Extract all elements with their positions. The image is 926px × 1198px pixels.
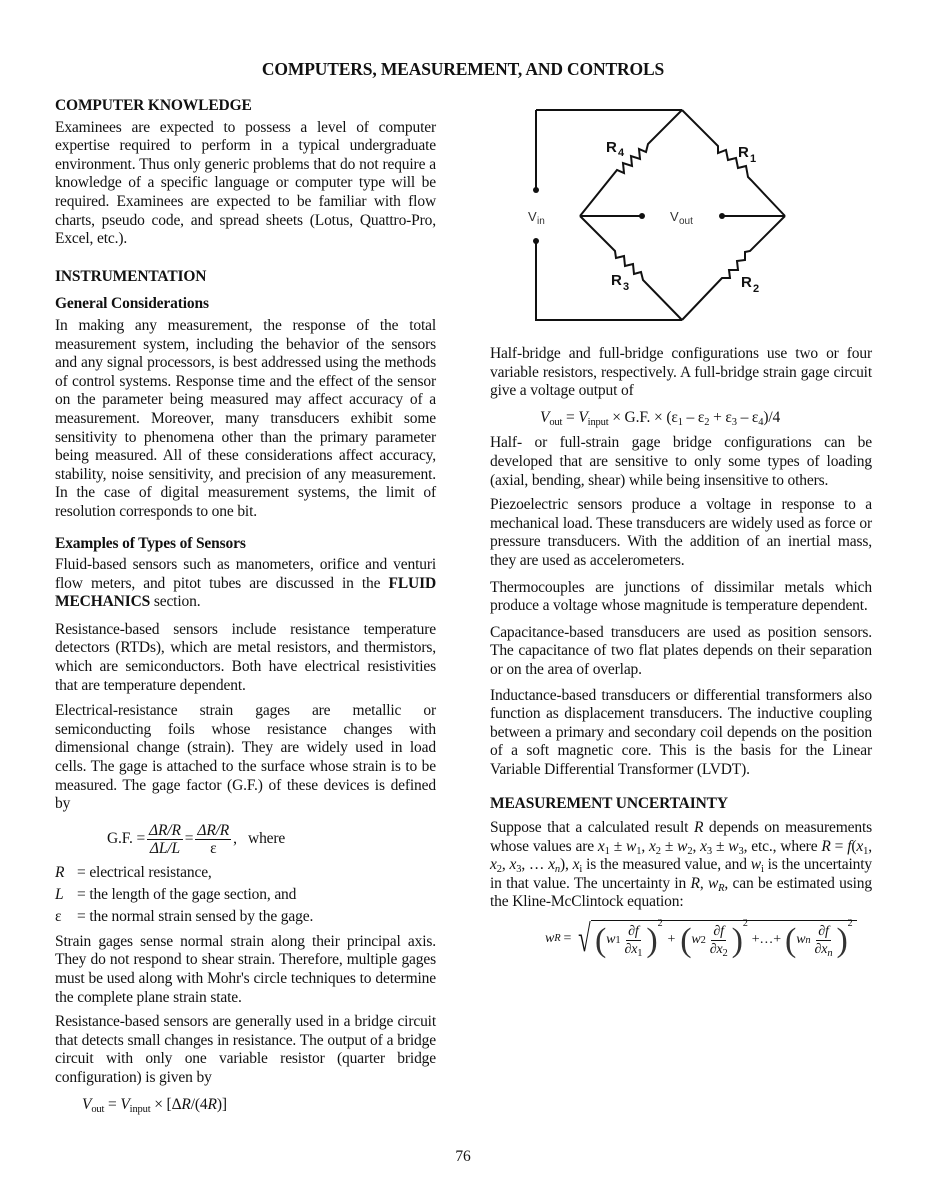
eq-dx-sub: 2 [722,948,728,960]
text-run: V [578,408,588,426]
eq-dx-sub: 1 [637,948,643,960]
page-title: COMPUTERS, MEASUREMENT, AND CONTROLS [261,59,665,79]
gf-where: , where [233,829,286,847]
paragraph-fluid-sensors [55,556,436,612]
label-vin: V [528,209,537,224]
gf-denominator-2: ε [210,839,217,857]
gf-lhs: G.F. = [107,829,146,847]
label-vin-sub: in [537,216,545,227]
text-run: /(4 [190,1095,208,1113]
eq-lhs: w [545,930,555,946]
gage-factor-formula [107,822,436,857]
text-run: depends on measurements whose values are [490,819,872,855]
eq-dx: ∂x [624,942,638,958]
text-run: , can be estimated using the Kline-McClintock equation: [490,874,872,911]
heading-instrumentation: INSTRUMENTATION [55,267,207,285]
paragraph-thermocouples: Thermocouples are junctions of dissimilar metals which produce a voltage whose magnitude is temperature dependent. [490,578,872,615]
text-run: w [750,856,761,874]
definition-text: = electrical resistance, [77,863,212,881]
text-run: ± [609,837,627,855]
eq-square: 2 [847,918,853,930]
text-run: 1 [636,845,642,857]
text-run: R [181,1095,191,1113]
text-run: , [699,874,708,892]
text-run: x [649,837,656,855]
text-run: FLUID MECHANICS [55,574,436,611]
text-run: 1 [863,845,869,857]
radical-sign: √ [578,918,591,961]
heading-general-considerations: General Considerations [55,295,209,313]
eq-square: 2 [657,918,663,930]
paragraph-resistance-sensors: Resistance-based sensors include resistance temperature detectors (RTDs), which are metal resistors, and thermistors, which are semiconductors. Both have electrical resistivities that are temperature dependent. [55,620,436,694]
text-run: V [82,1095,92,1113]
eq-w2: w [691,932,701,948]
text-run: x [700,837,707,855]
right-column [490,100,872,961]
heading-computer-knowledge: COMPUTER KNOWLEDGE [55,97,252,114]
text-run: V [120,1095,130,1113]
text-run: = [830,837,848,855]
text-run: ( [851,837,857,855]
label-r1-sub: 1 [750,153,757,165]
paragraph-strain-gages: Electrical-resistance strain gages are metallic or semiconducting foils whose resistance changes with dimensional change (strain). They are widely used in load cells. The gage is attached to the surface whose strain is to be measured. The gage factor (G.F.) of these devices is defined by [55,702,436,813]
text-run: 2 [655,845,661,857]
kline-mcclintock-equation: w R = √ ( w 1 ∂f $\partial x_1$ ) 2 + ( w 2 ∂f $\partial x_2$ ) 2 +…+ ( w n ∂f $\partial x_n$ ) 2 [545,920,872,958]
text-run: 3 [516,864,522,876]
text-run: out [91,1103,105,1115]
gf-fraction-2 [195,822,231,857]
resistor-r4 [580,110,682,216]
text-run: input [587,416,609,428]
wheatstone-bridge-diagram [500,100,800,330]
text-run: – ε [682,408,705,426]
eq-w1: w [606,932,616,948]
label-r2-sub: 2 [753,283,760,295]
text-run: input [129,1103,151,1115]
resistor-r3 [580,216,682,320]
text-run: )] [216,1095,227,1113]
text-run: R [690,874,700,892]
text-run: f [847,837,852,855]
paragraph-piezoelectric: Piezoelectric sensors produce a voltage in response to a mechanical load. These transducers are widely used as force or pressure transducers. With the addition of an inertial mass, they are used as accelerometers. [490,496,872,569]
gf-equals: = [184,829,194,847]
text-run: )/4 [763,408,781,426]
text-run: , … [521,856,549,874]
definition-item [55,906,436,928]
left-column [55,97,436,1114]
gf-numerator-2: ΔR/R [197,821,230,839]
text-run: w [626,837,637,855]
heading-measurement-uncertainty: MEASUREMENT UNCERTAINTY [490,795,728,813]
text-run: = [562,408,579,426]
text-run: 3 [731,416,737,428]
text-run: w [728,837,739,855]
text-run: ± [712,837,729,855]
eq-df: ∂f [818,924,829,940]
text-run: V [540,408,550,426]
text-run: 4 [758,416,764,428]
text-run: x [856,837,864,855]
text-run: x [548,856,555,874]
text-run: i [760,864,764,876]
label-r4-sub: 4 [618,147,625,159]
gf-denominator-1: ΔL/L [149,839,180,857]
label-r1: R [738,144,749,161]
paragraph-inductance: Inductance-based transducers or differential transformers also function as displacement transducers. The inductive coupling between a primary and secondary coil depends on the position of a soft magnetic core. This is the basis for the Linear Variable Differential Transformer (LVDT). [490,686,872,778]
eq-df: ∂f [628,924,639,940]
text-run: R [693,819,704,837]
text-run: , [692,837,701,855]
eq-plus: + [667,932,676,948]
text-run: , etc., where [743,837,822,855]
text-run: , [868,837,872,855]
text-run: x [490,856,497,874]
resistor-r2 [682,216,785,320]
definition-item [55,884,436,906]
definition-symbol: R [55,863,65,881]
text-run: 1 [604,845,610,857]
label-r3-sub: 3 [623,281,630,293]
definitions-list [55,862,436,928]
text-run: i [579,864,583,876]
paragraph-bridge: Resistance-based sensors are generally used in a bridge circuit that detects small changes in resistance. The output of a bridge circuit with only one variable resistor (quarter bridge configuration) is given by [55,1013,436,1086]
text-run: section. [150,593,201,611]
page-number: 76 [455,1148,471,1165]
eq-dx: ∂x [814,942,828,958]
eq-dx: ∂x [709,942,723,958]
text-run: + ε [709,408,732,426]
text-run: Suppose that a calculated result [490,819,694,837]
text-run: 1 [677,416,683,428]
paragraph-capacitance: Capacitance-based transducers are used as position sensors. The capacitance of two flat plates depends on their separation or on the area of overlap. [490,623,872,678]
quarter-bridge-formula [82,1096,436,1115]
text-run: is the measured value, and [582,856,751,874]
text-run: 3 [738,845,744,857]
text-run: w [677,837,688,855]
resistor-r1 [682,110,785,216]
paragraph-mohr: Strain gages sense normal strain along their principal axis. They do not respond to shear strain. Therefore, multiple gages must be used along with Mohr's circle techniques to determine the complete plane strain state. [55,932,436,1006]
paragraph-general-considerations: In making any measurement, the response of the total measurement system, including the behavior of the sensors and any signal processors, is best addressed using the methods of control systems. Response time and the effect of the sensor on the parameter being measured may affect accuracy of a measurement. Moreover, many transducers exhibit some sensitivity to phenomena other than the primary parameter being measured. All of these considerations affect accuracy, stability, noise sensitivity, and precision of any measurement. In the case of digital measurement systems, the limit of resolution corresponds to one bit. [55,316,436,520]
label-vout-sub: out [679,216,693,227]
text-run: 3 [706,845,712,857]
text-run: , [501,856,510,874]
gf-fraction-1 [147,822,183,857]
text-run: x [572,856,580,874]
text-run: R [207,1095,217,1113]
text-run: Fluid-based sensors such as manometers, orifice and venturi flow meters, and pitot tubes are discussed in the [55,556,436,592]
text-run: 2 [687,845,693,857]
eq-df: ∂f [713,924,724,940]
text-run: ± [660,837,678,855]
paragraph-half-full-bridge: Half-bridge and full-bridge configurations use two or four variable resistors, respectively. A full-bridge strain gage circuit give a voltage output of [490,345,872,400]
text-run: 2 [496,864,502,876]
definition-text: = the length of the gage section, and [77,885,297,903]
eq-wn: w [796,932,806,948]
definition-symbol: L [55,885,64,903]
paragraph-loading: Half- or full-strain gage bridge configurations can be developed that are sensitive to only some types of loading (axial, bending, shear) while being insensitive to others. [490,434,872,489]
text-run: n [554,864,561,876]
definition-item [55,862,436,884]
text-run: = [104,1095,121,1113]
eq-partial-1 [622,923,644,958]
text-run: out [549,416,563,428]
text-run: R [821,837,831,855]
paragraph-computer-knowledge: Examinees are expected to possess a level of computer expertise required to perform in a typical undergraduate environment. Thus only generic problems that do not require a knowledge of a specific language or computer type will be required. Examinees are expected to be familiar with flow charts, pseudo code, and spread sheets (Lotus, Quattro-Pro, Excel, etc.). [55,118,436,248]
eq-partial-n [813,923,835,958]
radicand: ( w 1 ∂f $\partial x_1$ ) 2 + ( w 2 ∂f $\partial x_2$ ) 2 +…+ ( w n ∂f $\partial x_n$ ) 2 [591,920,857,958]
heading-examples-of-sensors: Examples of Types of Sensors [55,535,246,553]
text-run: w [707,874,719,892]
text-run: ), [560,856,573,874]
eq-equals: = [563,930,572,946]
eq-plus-dots: +…+ [751,932,782,948]
definition-symbol: ε [55,907,62,925]
text-run: x [509,856,517,874]
label-r3: R [611,272,622,289]
eq-partial-2 [708,923,730,958]
label-r2: R [741,274,752,291]
text-run: 2 [704,416,710,428]
eq-dx-sub: n [827,948,833,960]
eq-square: 2 [742,918,748,930]
label-vout: V [670,209,679,224]
text-run: × G.F. × (ε [608,408,678,426]
text-run: × [Δ [150,1095,182,1113]
paragraph-measurement-uncertainty [490,819,872,912]
text-run: R [718,882,725,894]
label-r4: R [606,139,617,156]
text-run: is the uncertainty in that value. The uncertainty in [490,856,872,892]
text-run: , [641,837,650,855]
text-run: x [597,837,605,855]
definition-text: = the normal strain sensed by the gage. [77,907,314,925]
full-bridge-formula [540,409,872,428]
text-run: – ε [736,408,759,426]
gf-numerator-1: ΔR/R [149,821,181,839]
